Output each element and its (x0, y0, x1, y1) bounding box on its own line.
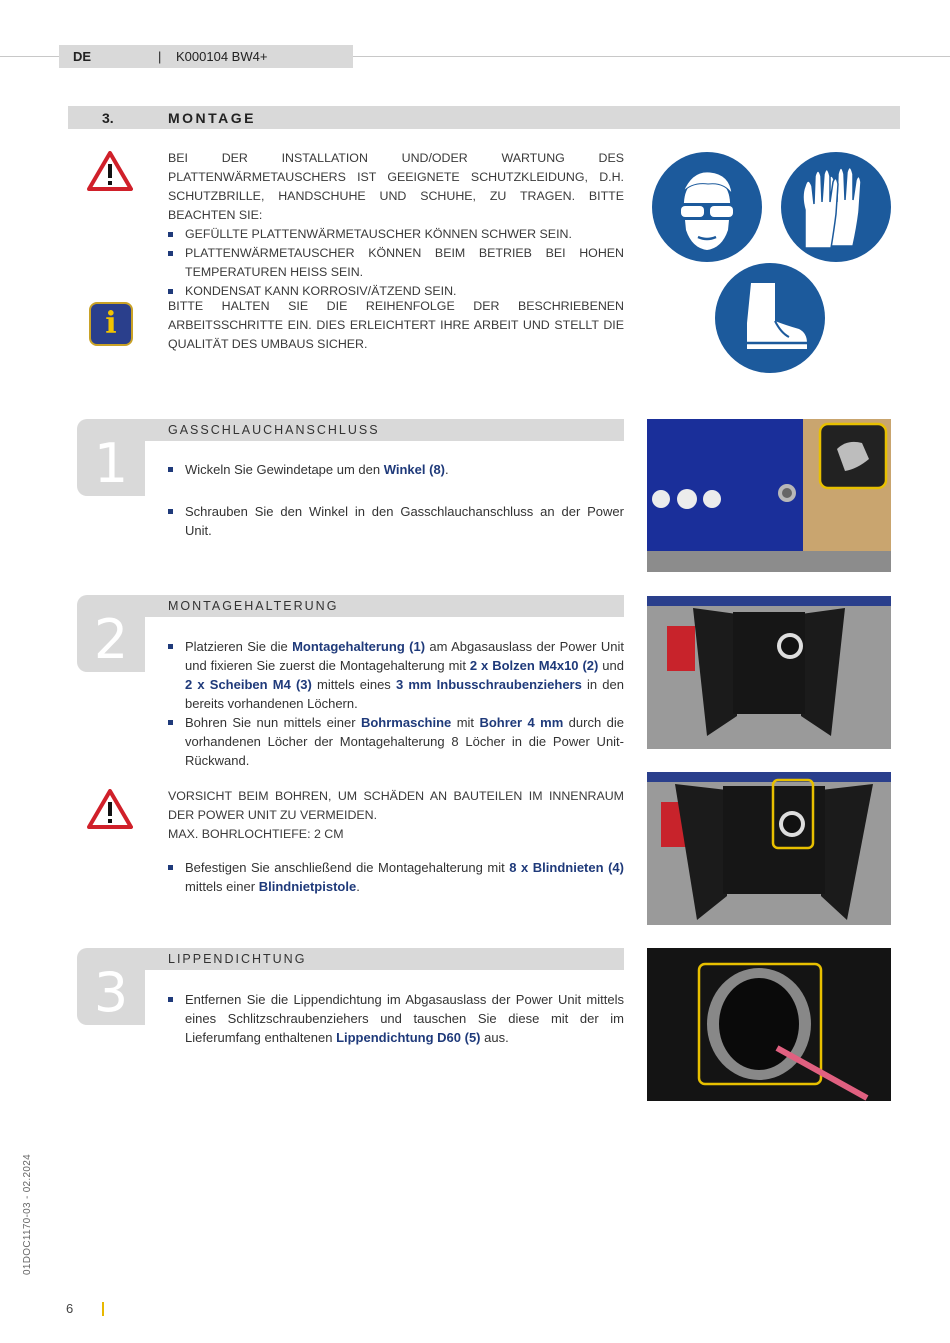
step-2-text-2 (168, 858, 624, 896)
step-1-text (168, 460, 624, 540)
header-separator: | (158, 49, 162, 64)
list-item: Schrauben Sie den Winkel in den Gasschlauchanschluss an der Power Unit. (168, 502, 624, 540)
safety-item: PLATTENWÄRMETAUSCHER KÖNNEN BEIM BETRIEB BEI HOHEN TEMPERATUREN HEISS SEIN. (168, 244, 624, 282)
warning-triangle-icon (87, 789, 133, 829)
list-item: Wickeln Sie Gewindetape um den Winkel (8). (168, 460, 624, 479)
warning-line: MAX. BOHRLOCHTIEFE: 2 CM (168, 827, 344, 841)
info-text: BITTE HALTEN SIE DIE REIHENFOLGE DER BESCHRIEBENEN ARBEITSSCHRITTE EIN. DIES ERLEICHTERT IHRE ARBEIT UND STELLT DIE QUALITÄT DES UMBAUS SICHER. (168, 299, 624, 351)
drilling-warning (168, 787, 624, 844)
step-number-box: 2 (77, 595, 145, 672)
safety-boots-icon (715, 263, 825, 373)
step-title: LIPPENDICHTUNG (145, 948, 624, 970)
safety-intro: BEI DER INSTALLATION UND/ODER WARTUNG DES PLATTENWÄRMETAUSCHERS IST GEEIGNETE SCHUTZKLEIDUNG, D.H. SCHUTZBRILLE, HANDSCHUHE UND SCHUHE, ZU TRAGEN. BITTE BEACHTEN SIE: (168, 151, 624, 222)
step-number-box: 1 (77, 419, 145, 496)
photo-mounting-bracket (647, 596, 891, 749)
warning-triangle-icon (87, 151, 133, 191)
safety-gloves-icon (781, 152, 891, 262)
photo-gas-hose-connection (647, 419, 891, 572)
safety-list (168, 225, 624, 301)
language-code: DE (73, 49, 92, 64)
safety-goggles-icon (652, 152, 762, 262)
step-2-text (168, 637, 624, 770)
document-code: 01DOC1170-03 - 02.2024 (22, 1154, 33, 1275)
page-number: 6 (66, 1301, 74, 1316)
document-id: K000104 BW4+ (176, 49, 268, 64)
safety-item: GEFÜLLTE PLATTENWÄRMETAUSCHER KÖNNEN SCHWER SEIN. (168, 225, 624, 244)
photo-lip-seal (647, 948, 891, 1101)
list-item: Entfernen Sie die Lippendichtung im Abgasauslass der Power Unit mittels eines Schlitzschraubenziehers und tauschen Sie diese mit der im Lieferumfang enthaltenen Lippendichtung D60 (5) aus. (168, 990, 624, 1047)
step-3-text (168, 990, 624, 1047)
section-title: MONTAGE (168, 110, 257, 126)
section-heading (68, 106, 900, 129)
warning-line: VORSICHT BEIM BOHREN, UM SCHÄDEN AN BAUTEILEN IM INNENRAUM DER POWER UNIT ZU VERMEIDEN. (168, 789, 624, 822)
list-item: Befestigen Sie anschließend die Montagehalterung mit 8 x Blindnieten (4) mittels einer Blindnietpistole. (168, 858, 624, 896)
page-marker (102, 1302, 104, 1316)
step-title: MONTAGEHALTERUNG (145, 595, 624, 617)
photo-mounting-bracket-installed (647, 772, 891, 925)
list-item: Platzieren Sie die Montagehalterung (1) am Abgasauslass der Power Unit und fixieren Sie zuerst die Montagehalterung mit 2 x Bolzen M4x10 (2) und 2 x Scheiben M4 (3) mittels eines 3 mm Inbusschraubenziehers in den bereits vorhandenen Löchern. (168, 637, 624, 713)
safety-text (168, 149, 624, 301)
step-title: GASSCHLAUCHANSCHLUSS (145, 419, 624, 441)
step-number-box: 3 (77, 948, 145, 1025)
section-number: 3. (102, 110, 114, 126)
list-item: Bohren Sie nun mittels einer Bohrmaschine mit Bohrer 4 mm durch die vorhandenen Löcher der Montagehalterung 8 Löcher in die Power Unit-Rückwand. (168, 713, 624, 770)
safety-item: KONDENSAT KANN KORROSIV/ÄTZEND SEIN. (168, 282, 624, 301)
info-icon: i (89, 302, 133, 346)
doc-header (59, 45, 353, 68)
